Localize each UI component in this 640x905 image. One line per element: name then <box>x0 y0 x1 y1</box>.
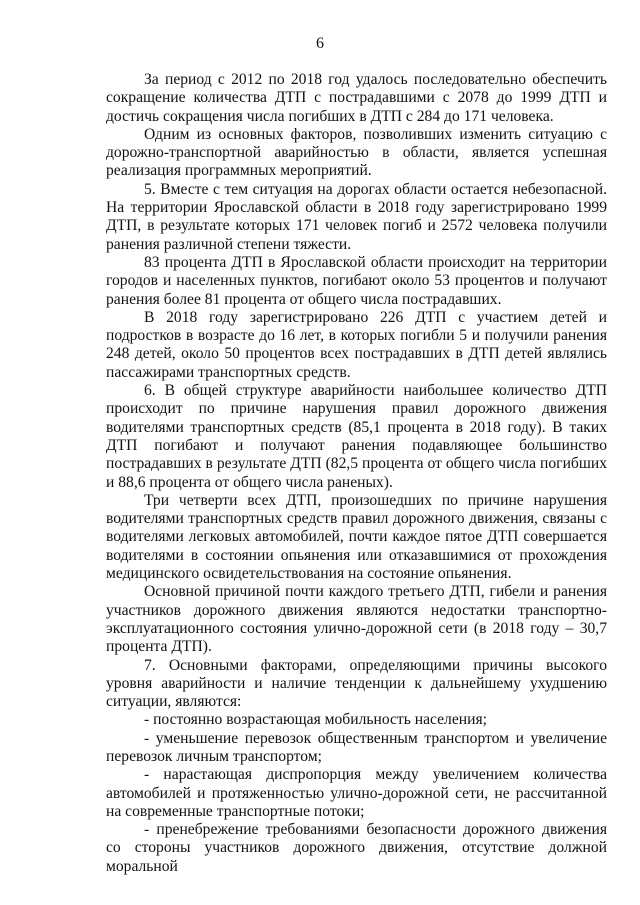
paragraph-9: 7. Основными факторами, определяющими причины высокого уровня аварийности и наличие тенденции к дальнейшему ухудшению ситуации, являются: <box>106 656 607 711</box>
list-item-4: - пренебрежение требованиями безопасности дорожного движения со стороны участников дорожного движения, отсутствие должной моральной <box>106 821 607 875</box>
page-number: 6 <box>316 35 324 52</box>
paragraph-1: За период с 2012 по 2018 год удалось последовательно обеспечить сокращение количества ДТП с пострадавшими с 2078 до 1999 ДТП и достичь сокращения числа погибших в ДТП с 284 до 171 человека. <box>106 71 607 125</box>
paragraph-3: 5. Вместе с тем ситуация на дорогах области остается небезопасной. На территории Ярославской области в 2018 году зарегистрировано 1999 ДТП, в результате которых 171 человек погиб и 2572 человека получили ранения различной степени тяжести. <box>106 180 607 253</box>
list-item-2: - уменьшение перевозок общественным транспортом и увеличение перевозок личным транспортом; <box>106 729 607 765</box>
document-body <box>106 71 607 876</box>
list-item-1: - постоянно возрастающая мобильность населения; <box>144 711 487 729</box>
list-item-3: - нарастающая диспропорция между увеличением количества автомобилей и протяженностью улично-дорожной сети, не рассчитанной на современные транспортные потоки; <box>106 766 607 820</box>
paragraph-2: Одним из основных факторов, позволивших изменить ситуацию с дорожно-транспортной аварийностью в области, является успешная реализация программных мероприятий. <box>106 125 607 180</box>
paragraph-5: В 2018 году зарегистрировано 226 ДТП с участием детей и подростков в возрасте до 16 лет, в которых погибли 5 и получили ранения 248 детей, около 50 процентов всех пострадавших в ДТП детей являлись пассажирами транспортных средств. <box>106 308 607 381</box>
paragraph-7: Три четверти всех ДТП, произошедших по причине нарушения водителями транспортных средств правил дорожного движения, связаны с водителями легковых автомобилей, почти каждое пятое ДТП совершается водителями в состоянии опьянения или отказавшимися от прохождения медицинского освидетельствования на состояние опьянения. <box>106 491 607 583</box>
paragraph-4: 83 процента ДТП в Ярославской области происходит на территории городов и населенных пунктов, погибают около 53 процентов и получают ранения более 81 процента от общего числа пострадавших. <box>106 253 607 308</box>
paragraph-6: 6. В общей структуре аварийности наибольшее количество ДТП происходит по причине нарушения правил дорожного движения водителями транспортных средств (85,1 процента в 2018 году). В таких ДТП погибают и получают ранения подавляющее большинство пострадавших в результате ДТП (82,5 процента от общего числа погибших и 88,6 процента от общего числа раненых). <box>106 382 607 491</box>
paragraph-8: Основной причиной почти каждого третьего ДТП, гибели и ранения участников дорожного движения являются недостатки транспортно-эксплуатационного состояния улично-дорожной сети (в 2018 году – 30,7 процента ДТП). <box>106 583 607 656</box>
